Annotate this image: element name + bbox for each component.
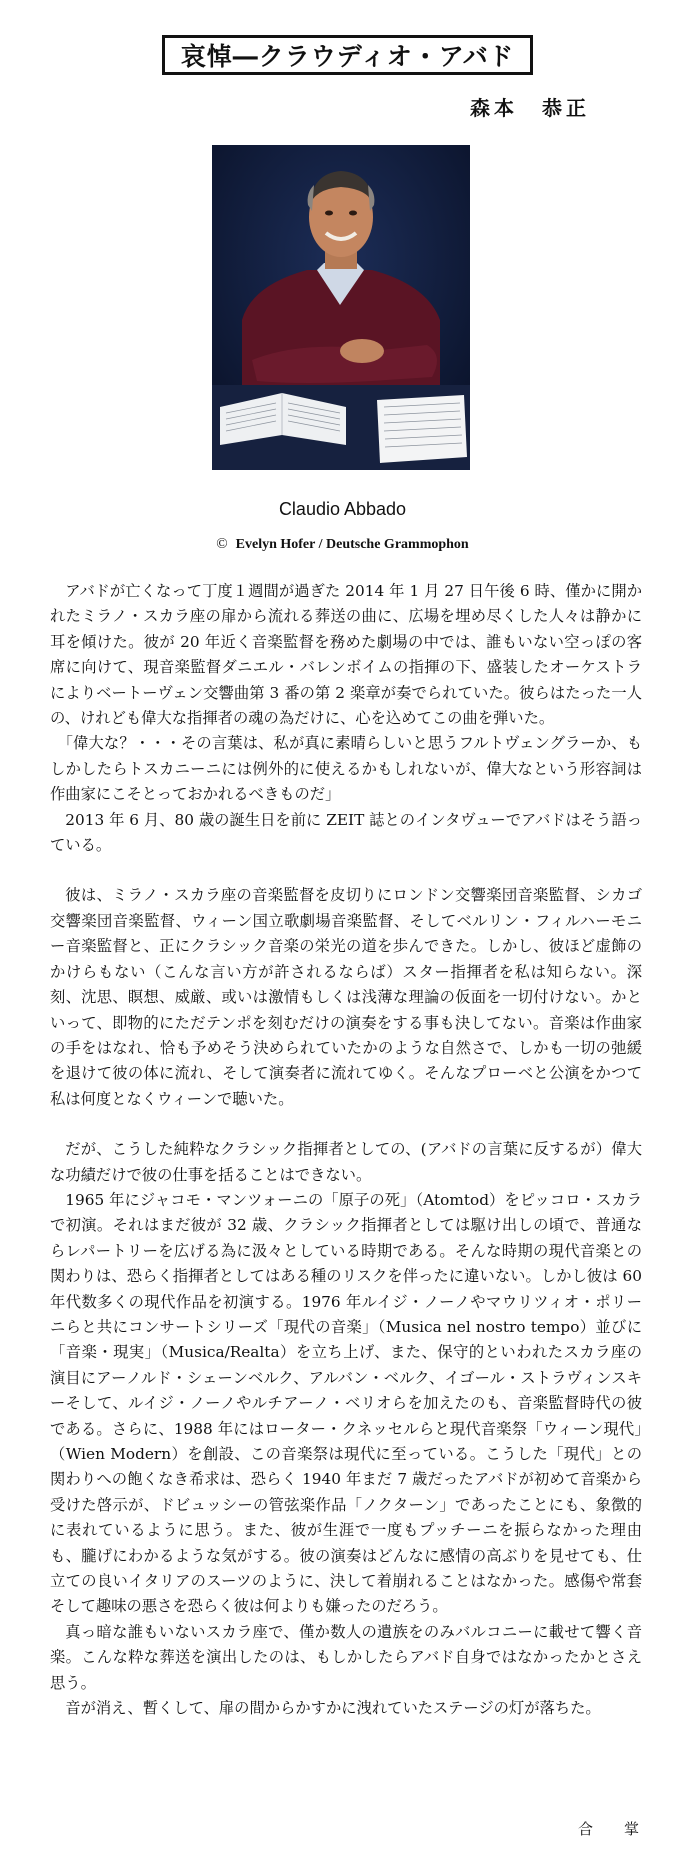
photo-caption: Claudio Abbado [278, 499, 407, 519]
paragraph-contemporary: 1965 年にジャコモ・マンツォーニの「原子の死」（Atomtod）をピッコロ・スカラで初演。それはまだ彼が 32 歳、クラシック指揮者としては駆け出しの頃で、普通ならレパートリーを広げる為に汲々としている時期である。そんな時期の現代音楽との関わりは、恐らく指揮者としてはある種のリスクを伴ったに違いない。しかし彼は 60 年代数多くの現代作品を初演する。1976 年ルイジ・ノーノやマウリツィオ・ポリーニらと共にコンサートシリーズ「現代の音楽」（Musica nel nostro tempo）並びに「音楽・現実」（Musica/Realta）を立ち上げ、また、保守的といわれたスカラ座の演目にアーノルド・シェーンベルク、アルバン・ベルク、イゴール・ストラヴィンスキーそして、ルイジ・ノーノやルチアーノ・ベリオらを加えたのも、音楽監督時代の彼である。さらに、1988 年にはローター・クネッセルらと現代音楽祭「ウィーン現代」（Wien Modern）を創設、この音楽祭は現代に至っている。こうした「現代」との関わりへの飽くなき希求は、恐らく 1940 年まだ 7 歳だったアバドが初めて音楽から受けた啓示が、ドビュッシーの管弦楽作品「ノクターン」であったことにも、象徴的に表れているように思う。また、彼が生涯で一度もプッチーニを振らなかった理由も、朧げにわかるような気がする。彼の演奏はどんなに感情の高ぶりを見せても、仕立ての良いイタリアのスーツのように、決して着崩れることはなかった。感傷や常套そして趣味の悪さを恐らく彼は何よりも嫌ったのだろう。 [50, 1190, 642, 1616]
portrait-photo [212, 145, 470, 470]
photo-credit-text: Evelyn Hofer / Deutsche Grammophon [235, 537, 469, 552]
paragraph-scala: 真っ暗な誰もいないスカラ座で、僅か数人の遺族をのみバルコニーに載せて響く音楽。こんな粋な葬送を演出したのは、もしかしたらアバド自身ではなかったかとさえ思う。 [50, 1622, 642, 1692]
article-title: 哀悼―クラウディオ・アバド [162, 35, 533, 75]
portrait-illustration [212, 145, 470, 470]
photo-credit [0, 536, 685, 553]
article-body [50, 579, 642, 1721]
paragraph-quote: 「偉大な？・・・その言葉は、私が真に素晴らしいと思うフルトヴェングラーか、もしかしたらトスカニーニには例外的に使えるかもしれないが、偉大なという形容詞は作曲家にこそとっておかれるべきものだ」 [50, 734, 642, 804]
paragraph-funeral: アバドが亡くなって丁度１週間が過ぎた 2014 年 1 月 27 日午後 6 時、僅かに開かれたミラノ・スカラ座の扉から流れる葬送の曲に、広場を埋め尽くした人々は静かに耳を傾けた。彼が 20 年近く音楽監督を務めた劇場の中では、誰もいない空っぽの客席に向けて、現音楽監督ダニエル・バレンボイムの指揮の下、盛装したオーケストラによりベートーヴェン交響曲第 3 番の第 2 楽章が奏でられていた。彼らはたった一人の、けれども偉大な指揮者の魂の為だけに、心を込めてこの曲を弾いた。 [50, 582, 642, 728]
author-name: 森本 恭正 [470, 96, 590, 120]
copyright-symbol: © [216, 536, 228, 552]
closing-words: 合 掌 [578, 1820, 648, 1838]
paragraph-interview: 2013 年 6 月、80 歳の誕生日を前に ZEIT 誌とのインタヴューでアバドはそう語っている。 [50, 810, 642, 855]
paragraph-ending: 音が消え、暫くして、扉の間からかすかに洩れていたステージの灯が落ちた。 [65, 1699, 601, 1718]
paragraph-legacy: だが、こうした純粋なクラシック指揮者としての、(アバドの言葉に反するが）偉大な功績だけで彼の仕事を括ることはできない。 [50, 1140, 642, 1184]
paragraph-career: 彼は、ミラノ・スカラ座の音楽監督を皮切りにロンドン交響楽団音楽監督、シカゴ交響楽団音楽監督、ウィーン国立歌劇場音楽監督、そしてベルリン・フィルハーモニー音楽監督と、正にクラシック音楽の栄光の道を歩んできた。しかし、彼ほど虚飾のかけらもない（こんな言い方が許されるならば）スター指揮者を私は知らない。深刻、沈思、瞑想、威厳、或いは激情もしくは浅薄な理論の仮面を一切付けない。かといって、即物的にただテンポを刻むだけの演奏をする事も決してない。音楽は作曲家の手をはなれ、恰も予めそう決められていたかのような自然さで、しかも一切の弛緩を退けて彼の体に流れ、そして演奏者に流れてゆく。そんなプローベと公演をかつて私は何度となくウィーンで聴いた。 [50, 886, 642, 1108]
